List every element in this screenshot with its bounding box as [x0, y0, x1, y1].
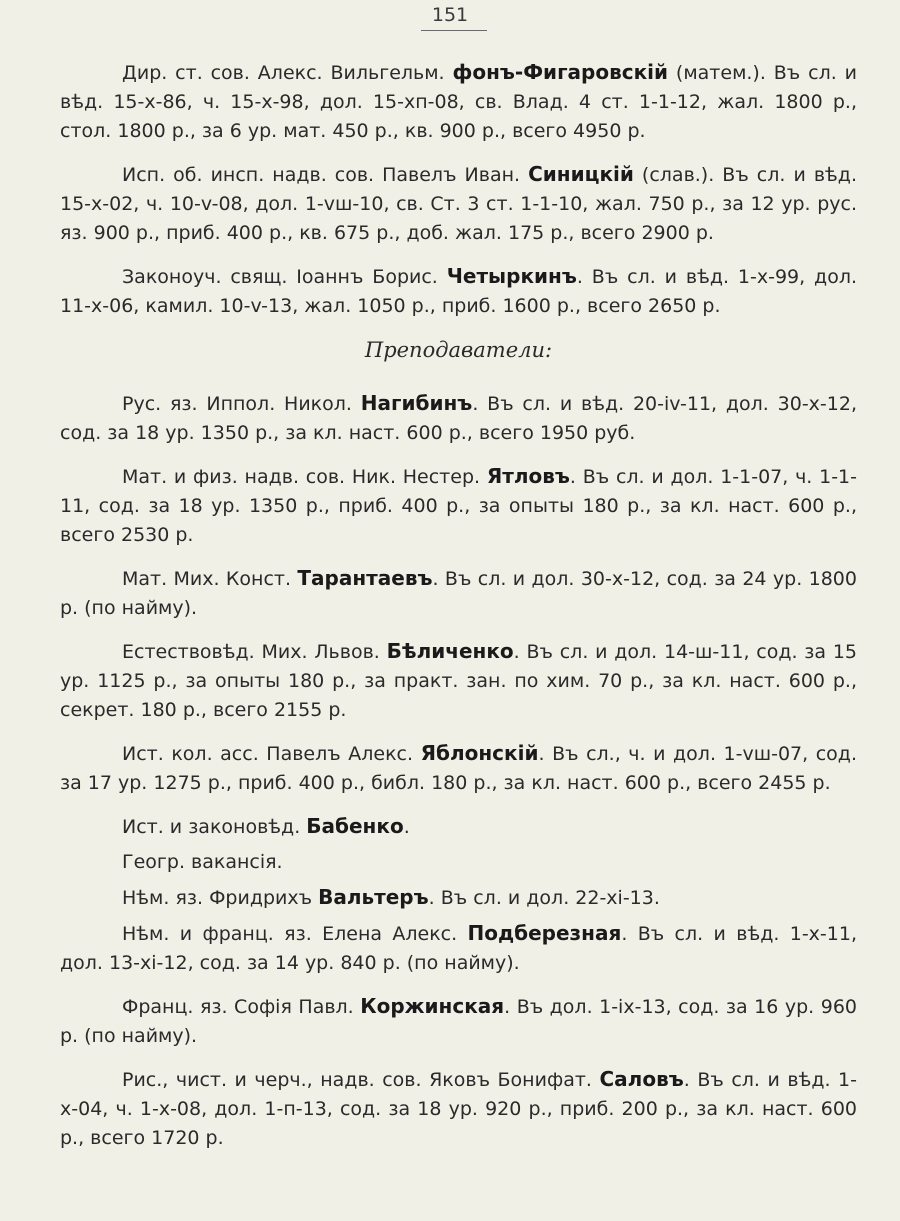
entry-text: Нѣм. и франц. яз. Елена Алекс.	[122, 923, 468, 945]
surname: Бѣличенко	[386, 639, 514, 663]
teacher-entry	[60, 1065, 857, 1153]
staff-entry-director	[60, 58, 857, 146]
entry-text: Законоуч. свящ. Іоаннъ Борис.	[122, 266, 447, 288]
entry-text: . Въ дол. 1-іх-13, сод. за 16 ур. 960 р. (по найму).	[60, 996, 857, 1047]
teacher-entry	[60, 462, 857, 550]
surname: Синицкій	[528, 162, 634, 186]
page-number-rule	[421, 30, 487, 31]
surname: Вальтеръ	[318, 885, 429, 909]
entry-text: . Въ сл. и вѣд. 20-iv-11, дол. 30-х-12, сод. за 18 ур. 1350 р., за кл. наст. 600 р., всего 1950 руб.	[60, 393, 857, 444]
teacher-entry	[60, 564, 857, 623]
teacher-entry	[60, 637, 857, 725]
entry-text: . Въ сл. и дол. 1-1-07, ч. 1-1-11, сод. за 18 ур. 1350 р., приб. 400 р., за опыты 180 р., за кл. наст. 600 р., всего 2530 р.	[60, 466, 857, 546]
surname: Нагибинъ	[360, 391, 473, 415]
surname: Яблонскій	[420, 741, 539, 765]
entry-text: Мат. и физ. надв. сов. Ник. Нестер.	[122, 466, 487, 488]
entry-text: Ист. кол. асс. Павелъ Алекс.	[122, 743, 421, 765]
section-heading-teachers: Преподаватели:	[364, 338, 553, 362]
entry-text: Исп. об. инсп. надв. сов. Павелъ Иван.	[122, 164, 529, 186]
entry-text: Франц. яз. Софія Павл.	[122, 996, 361, 1018]
entry-text: (слав.). Въ сл. и вѣд. 15-х-02, ч. 10-v-08, дол. 1-vш-10, св. Ст. 3 ст. 1-1-10, жал. 750 р., за 12 ур. рус. яз. 900 р., приб. 400 р., кв. 675 р., доб. жал. 175 р., всего 2900 р.	[60, 164, 857, 244]
entry-text: (матем.). Въ сл. и вѣд. 15-х-86, ч. 15-х-98, дол. 15-хп-08, св. Влад. 4 ст. 1-1-12, жал. 1800 р., стол. 1800 р., за 6 ур. мат. 450 р., кв. 900 р., всего 4950 р.	[60, 62, 857, 142]
entry-text: . Въ сл., ч. и дол. 1-vш-07, сод. за 17 ур. 1275 р., приб. 400 р., библ. 180 р., за кл. наст. 600 р., всего 2455 р.	[60, 743, 857, 794]
entry-text: . Въ сл. и вѣд. 1-х-99, дол. 11-х-06, камил. 10-v-13, жал. 1050 р., приб. 1600 р., всего 2650 р.	[60, 266, 857, 317]
entry-text: . Въ сл. и дол. 14-ш-11, сод. за 15 ур. 1125 р., за опыты 180 р., за практ. зан. по хим. 70 р., за кл. наст. 600 р., секрет. 180 р., всего 2155 р.	[60, 641, 858, 721]
surname: Четыркинъ	[446, 264, 577, 288]
page-content	[60, 58, 857, 1167]
teacher-entry	[60, 812, 857, 842]
entry-text: Мат. Мих. Конст.	[122, 568, 298, 590]
entry-text: Ист. и законовѣд.	[122, 816, 307, 838]
staff-entry-inspector	[60, 160, 857, 248]
entry-text: Нѣм. яз. Фридрихъ	[122, 887, 319, 909]
entry-text: Дир. ст. сов. Алекс. Вильгельм.	[122, 62, 453, 84]
entry-text: Рус. яз. Иппол. Никол.	[122, 393, 361, 415]
entry-text: . Въ сл. и дол. 30-х-12, сод. за 24 ур. 1800 р. (по найму).	[60, 568, 857, 619]
teacher-entry	[60, 739, 857, 798]
teacher-entry	[60, 992, 857, 1051]
staff-entry-chaplain	[60, 262, 857, 321]
teacher-entry	[60, 389, 857, 448]
teacher-entry	[60, 883, 857, 913]
surname: Подберезная	[467, 921, 622, 945]
teacher-entry	[60, 919, 857, 978]
surname: Ятловъ	[486, 464, 570, 488]
teacher-entry-vacancy	[60, 848, 857, 877]
page-number: 151	[431, 4, 469, 26]
entry-text: Рис., чист. и черч., надв. сов. Яковъ Бонифат.	[122, 1069, 600, 1091]
entry-text: Геогр. вакансія.	[122, 851, 283, 873]
surname: Тарантаевъ	[297, 566, 433, 590]
entry-text: . Въ сл. и дол. 22-хі-13.	[428, 887, 660, 909]
surname: фонъ-Фигаровскій	[452, 60, 669, 84]
surname: Коржинская	[360, 994, 505, 1018]
entry-text: . Въ сл. и вѣд. 1-х-11, дол. 13-хі-12, сод. за 14 ур. 840 р. (по найму).	[60, 923, 857, 974]
surname: Бабенко	[306, 814, 404, 838]
entry-text: . Въ сл. и вѣд. 1-х-04, ч. 1-х-08, дол. 1-п-13, сод. за 18 ур. 920 р., приб. 200 р., за кл. наст. 600 р., всего 1720 р.	[60, 1069, 858, 1149]
entry-text: .	[403, 816, 410, 838]
entry-text: Естествовѣд. Мих. Львов.	[122, 641, 387, 663]
surname: Саловъ	[599, 1067, 684, 1091]
